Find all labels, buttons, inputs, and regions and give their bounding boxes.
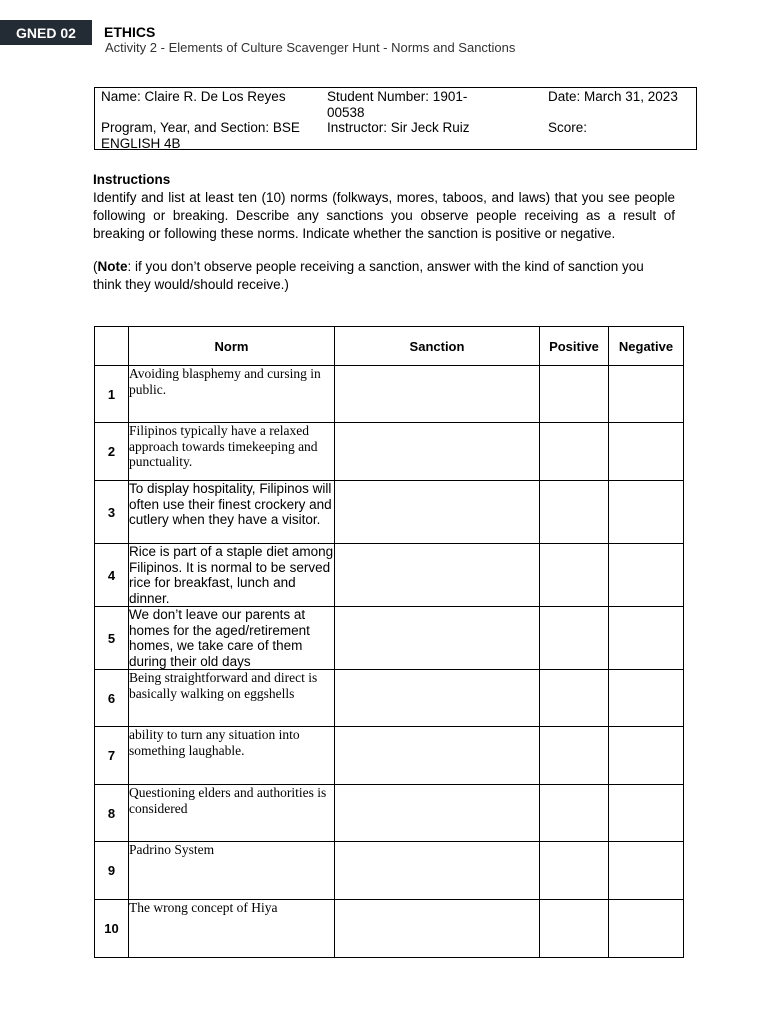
instructor: Instructor: Sir Jeck Ruiz bbox=[327, 120, 470, 135]
table-row bbox=[95, 842, 684, 900]
table-row bbox=[95, 366, 684, 423]
table-row bbox=[95, 670, 684, 727]
row-number: 10 bbox=[95, 900, 129, 958]
header-sanction: Sanction bbox=[335, 327, 540, 366]
table-row bbox=[95, 900, 684, 958]
norm-cell[interactable]: Questioning elders and authorities is considered bbox=[129, 785, 335, 842]
instructions-heading: Instructions bbox=[93, 172, 171, 187]
positive-cell[interactable] bbox=[540, 670, 609, 727]
student-info-box bbox=[94, 87, 697, 150]
row-number: 2 bbox=[95, 423, 129, 481]
negative-cell[interactable] bbox=[609, 544, 684, 607]
norm-cell[interactable]: Rice is part of a staple diet among Filipinos. It is normal to be served rice for breakfast, lunch and dinner. bbox=[129, 544, 334, 606]
row-number: 3 bbox=[95, 481, 129, 544]
positive-cell[interactable] bbox=[540, 727, 609, 785]
sanction-cell[interactable] bbox=[335, 727, 540, 785]
positive-cell[interactable] bbox=[540, 366, 609, 423]
positive-cell[interactable] bbox=[540, 785, 609, 842]
program-year-section: Program, Year, and Section: BSE ENGLISH 4B bbox=[101, 120, 300, 151]
sanction-cell[interactable] bbox=[335, 670, 540, 727]
norm-cell[interactable]: Being straightforward and direct is basically walking on eggshells bbox=[129, 670, 335, 727]
positive-cell[interactable] bbox=[540, 544, 609, 607]
header-positive: Positive bbox=[540, 327, 609, 366]
student-number: Student Number: 1901-00538 bbox=[327, 89, 468, 120]
table-row bbox=[95, 785, 684, 842]
table-row bbox=[95, 544, 684, 607]
positive-cell[interactable] bbox=[540, 423, 609, 481]
sanction-cell[interactable] bbox=[335, 544, 540, 607]
positive-cell[interactable] bbox=[540, 607, 609, 670]
norm-cell[interactable]: The wrong concept of Hiya bbox=[129, 900, 335, 958]
positive-cell[interactable] bbox=[540, 842, 609, 900]
row-number: 4 bbox=[95, 544, 129, 607]
header-number-blank bbox=[95, 327, 129, 366]
instructions-body: Identify and list at least ten (10) norms (folkways, mores, taboos, and laws) that you see people following or breaking. Describe any sanctions you observe people receiving as a result of breaking or following these norms. Indicate whether the sanction is positive or negative. bbox=[93, 190, 675, 241]
row-number: 8 bbox=[95, 785, 129, 842]
header-negative: Negative bbox=[609, 327, 684, 366]
header-norm: Norm bbox=[129, 327, 335, 366]
sanction-cell[interactable] bbox=[335, 423, 540, 481]
negative-cell[interactable] bbox=[609, 423, 684, 481]
norm-cell[interactable]: Avoiding blasphemy and cursing in public. bbox=[129, 366, 335, 423]
negative-cell[interactable] bbox=[609, 785, 684, 842]
sanction-cell[interactable] bbox=[335, 607, 540, 670]
negative-cell[interactable] bbox=[609, 670, 684, 727]
sanction-cell[interactable] bbox=[335, 900, 540, 958]
negative-cell[interactable] bbox=[609, 900, 684, 958]
positive-cell[interactable] bbox=[540, 900, 609, 958]
student-name: Name: Claire R. De Los Reyes bbox=[101, 89, 286, 104]
table-row bbox=[95, 607, 684, 670]
instructions-note: (Note: if you don’t observe people receiving a sanction, answer with the kind of sanction you think they would/should receive.) bbox=[93, 259, 644, 292]
negative-cell[interactable] bbox=[609, 727, 684, 785]
activity-title: Activity 2 - Elements of Culture Scavenger Hunt - Norms and Sanctions bbox=[105, 40, 516, 55]
norm-cell[interactable]: We don’t leave our parents at homes for the aged/retirement homes, we take care of them during their old days bbox=[129, 607, 335, 670]
note-label: Note bbox=[97, 259, 128, 274]
sanction-cell[interactable] bbox=[335, 842, 540, 900]
negative-cell[interactable] bbox=[609, 481, 684, 544]
negative-cell[interactable] bbox=[609, 607, 684, 670]
negative-cell[interactable] bbox=[609, 842, 684, 900]
course-code-badge: GNED 02 bbox=[0, 20, 92, 45]
norm-cell[interactable]: Filipinos typically have a relaxed approach towards timekeeping and punctuality. bbox=[129, 423, 335, 481]
row-number: 6 bbox=[95, 670, 129, 727]
row-number: 7 bbox=[95, 727, 129, 785]
table-row bbox=[95, 481, 684, 544]
norm-cell[interactable]: Padrino System bbox=[129, 842, 335, 900]
norm-cell[interactable]: To display hospitality, Filipinos will often use their finest crockery and cutlery when they have a visitor. bbox=[129, 481, 335, 544]
table-row bbox=[95, 423, 684, 481]
norms-table bbox=[94, 326, 684, 958]
table-row bbox=[95, 727, 684, 785]
subject-title: ETHICS bbox=[104, 24, 156, 40]
positive-cell[interactable] bbox=[540, 481, 609, 544]
submission-date: Date: March 31, 2023 bbox=[548, 89, 678, 104]
note-text: : if you don’t observe people receiving a sanction, answer with the kind of sanction you think they would/should receive.) bbox=[93, 259, 644, 292]
norm-cell[interactable]: ability to turn any situation into something laughable. bbox=[129, 727, 335, 785]
sanction-cell[interactable] bbox=[335, 785, 540, 842]
table-header-row bbox=[95, 327, 684, 366]
sanction-cell[interactable] bbox=[335, 366, 540, 423]
row-number: 5 bbox=[95, 607, 129, 670]
score: Score: bbox=[548, 120, 588, 135]
negative-cell[interactable] bbox=[609, 366, 684, 423]
instructions-section bbox=[93, 171, 675, 294]
row-number: 9 bbox=[95, 842, 129, 900]
sanction-cell[interactable] bbox=[335, 481, 540, 544]
row-number: 1 bbox=[95, 366, 129, 423]
